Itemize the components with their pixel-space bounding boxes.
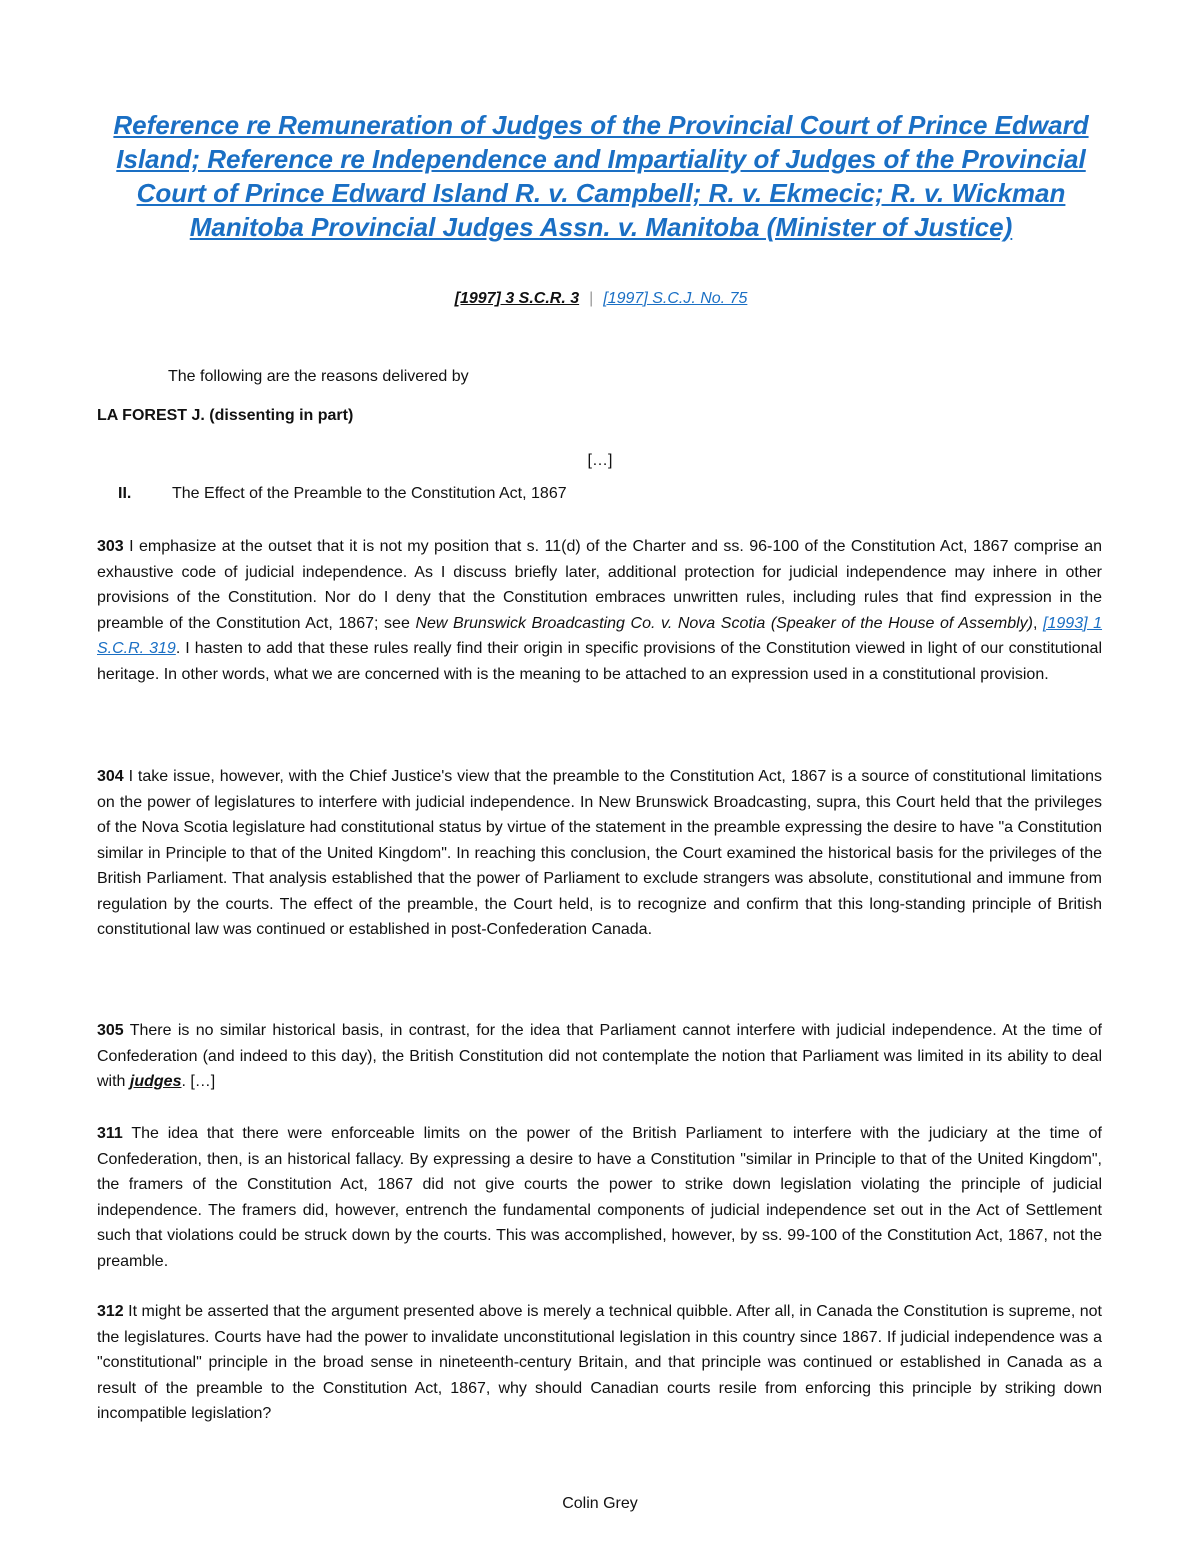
paragraph-303 [97, 534, 1102, 687]
citation-separator: | [589, 290, 594, 307]
paragraph-text: The idea that there were enforceable limits on the power of the British Parliament to interfere with the judiciary at the time of Confederation, then, is an historical fallacy. By expressing a desire to have a Constitution "similar in Principle to that of the United Kingdom", the framers of the Constitution Act, 1867 did not give courts the power to strike down legislation violating the principle of judicial independence. The framers did, however, entrench the fundamental components of judicial independence set out in the Act of Settlement such that violations could be struck down by the courts. This was accomplished, however, by ss. 99-100 of the Constitution Act, 1867, not the preamble. [97, 1125, 1102, 1270]
citation-line [100, 288, 1102, 310]
paragraph-312 [97, 1299, 1102, 1427]
section-number: II. [118, 485, 132, 502]
reasons-intro: The following are the reasons delivered by [168, 368, 469, 385]
scj-citation-link[interactable]: [1997] S.C.J. No. 75 [603, 290, 748, 307]
paragraph-text: I emphasize at the outset that it is not my position that s. 11(d) of the Charter and ss. 96-100 of the Constitution Act, 1867 comprise an exhaustive code of judicial independence. As I discuss briefly later, additional protection for judicial independence may inhere in other provisions of the Constitution. Nor do I deny that the Constitution embraces unwritten rules, including rules that find expression in the preamble of the Constitution Act, 1867; see [97, 538, 1102, 632]
paragraph-305 [97, 1018, 1102, 1095]
judges-link[interactable]: judges [129, 1073, 182, 1090]
paragraph-311 [97, 1121, 1102, 1274]
paragraph-304 [97, 764, 1102, 943]
case-title-link[interactable]: Reference re Remuneration of Judges of the Provincial Court of Prince Edward Island; Reference re Independence and Impartiality of Judges of the Provincial Court of Prince Edward Island R. v. Campbell; R. v. Ekmecic; R. v. Wickman Manitoba Provincial Judges Assn. v. Manitoba (Minister of Justice) [113, 110, 1089, 242]
case-citation-link[interactable]: [1993] 1 S.C.R. 319 [97, 614, 1103, 657]
scr-citation-link[interactable]: [1997] 3 S.C.R. 3 [454, 290, 580, 307]
page-footer: Colin Grey [562, 1495, 638, 1512]
paragraph-text: . I hasten to add that these rules really find their origin in specific provisions of the Constitution viewed in light of our constitutional heritage. In other words, what we are concerned with is the meaning to be attached to an expression used in a constitutional provision. [97, 640, 1103, 683]
paragraph-number: 304 [97, 768, 124, 785]
judge-name: LA FOREST J. (dissenting in part) [97, 407, 354, 424]
paragraph-number: 312 [97, 1303, 124, 1320]
paragraph-number: 303 [97, 538, 124, 555]
paragraph-number: 305 [97, 1022, 124, 1039]
omission-marker: […] [587, 452, 613, 469]
paragraph-text: I take issue, however, with the Chief Justice's view that the preamble to the Constitution Act, 1867 is a source of constitutional limitations on the power of legislatures to interfere with judicial independence. In New Brunswick Broadcasting, supra, this Court held that the privileges of the Nova Scotia legislature had constitutional status by virtue of the statement in the preamble expressing the desire to have "a Constitution similar in Principle to that of the United Kingdom". In reaching this conclusion, the Court examined the historical basis for the privileges of the British Parliament. That analysis established that the power of Parliament to exclude strangers was absolute, constitutional and immune from regulation by the courts. The effect of the preamble, the Court held, is to recognize and confirm that this long-standing principle of British constitutional law was continued or established in post-Confederation Canada. [97, 768, 1102, 938]
paragraph-number: 311 [97, 1125, 123, 1142]
paragraph-text: It might be asserted that the argument presented above is merely a technical quibble. After all, in Canada the Constitution is supreme, not the legislatures. Courts have had the power to invalidate unconstitutional legislation in this country since 1867. If judicial independence was a "constitutional" principle in the broad sense in nineteenth-century Britain, and that principle was continued or established in Canada as a result of the preamble to the Constitution Act, 1867, why should Canadian courts resile from enforcing this principle by striking down incompatible legislation? [97, 1303, 1102, 1422]
section-title: The Effect of the Preamble to the Constitution Act, 1867 [172, 485, 567, 502]
paragraph-text: , [1033, 614, 1044, 632]
case-name: New Brunswick Broadcasting Co. v. Nova Scotia (Speaker of the House of Assembly) [415, 614, 1033, 632]
paragraph-text: There is no similar historical basis, in contrast, for the idea that Parliament cannot interfere with judicial independence. At the time of Confederation (and indeed to this day), the British Constitution did not contemplate the notion that Parliament was limited in its ability to deal with [97, 1022, 1102, 1090]
section-heading [118, 483, 567, 505]
paragraph-text: . […] [181, 1073, 216, 1090]
